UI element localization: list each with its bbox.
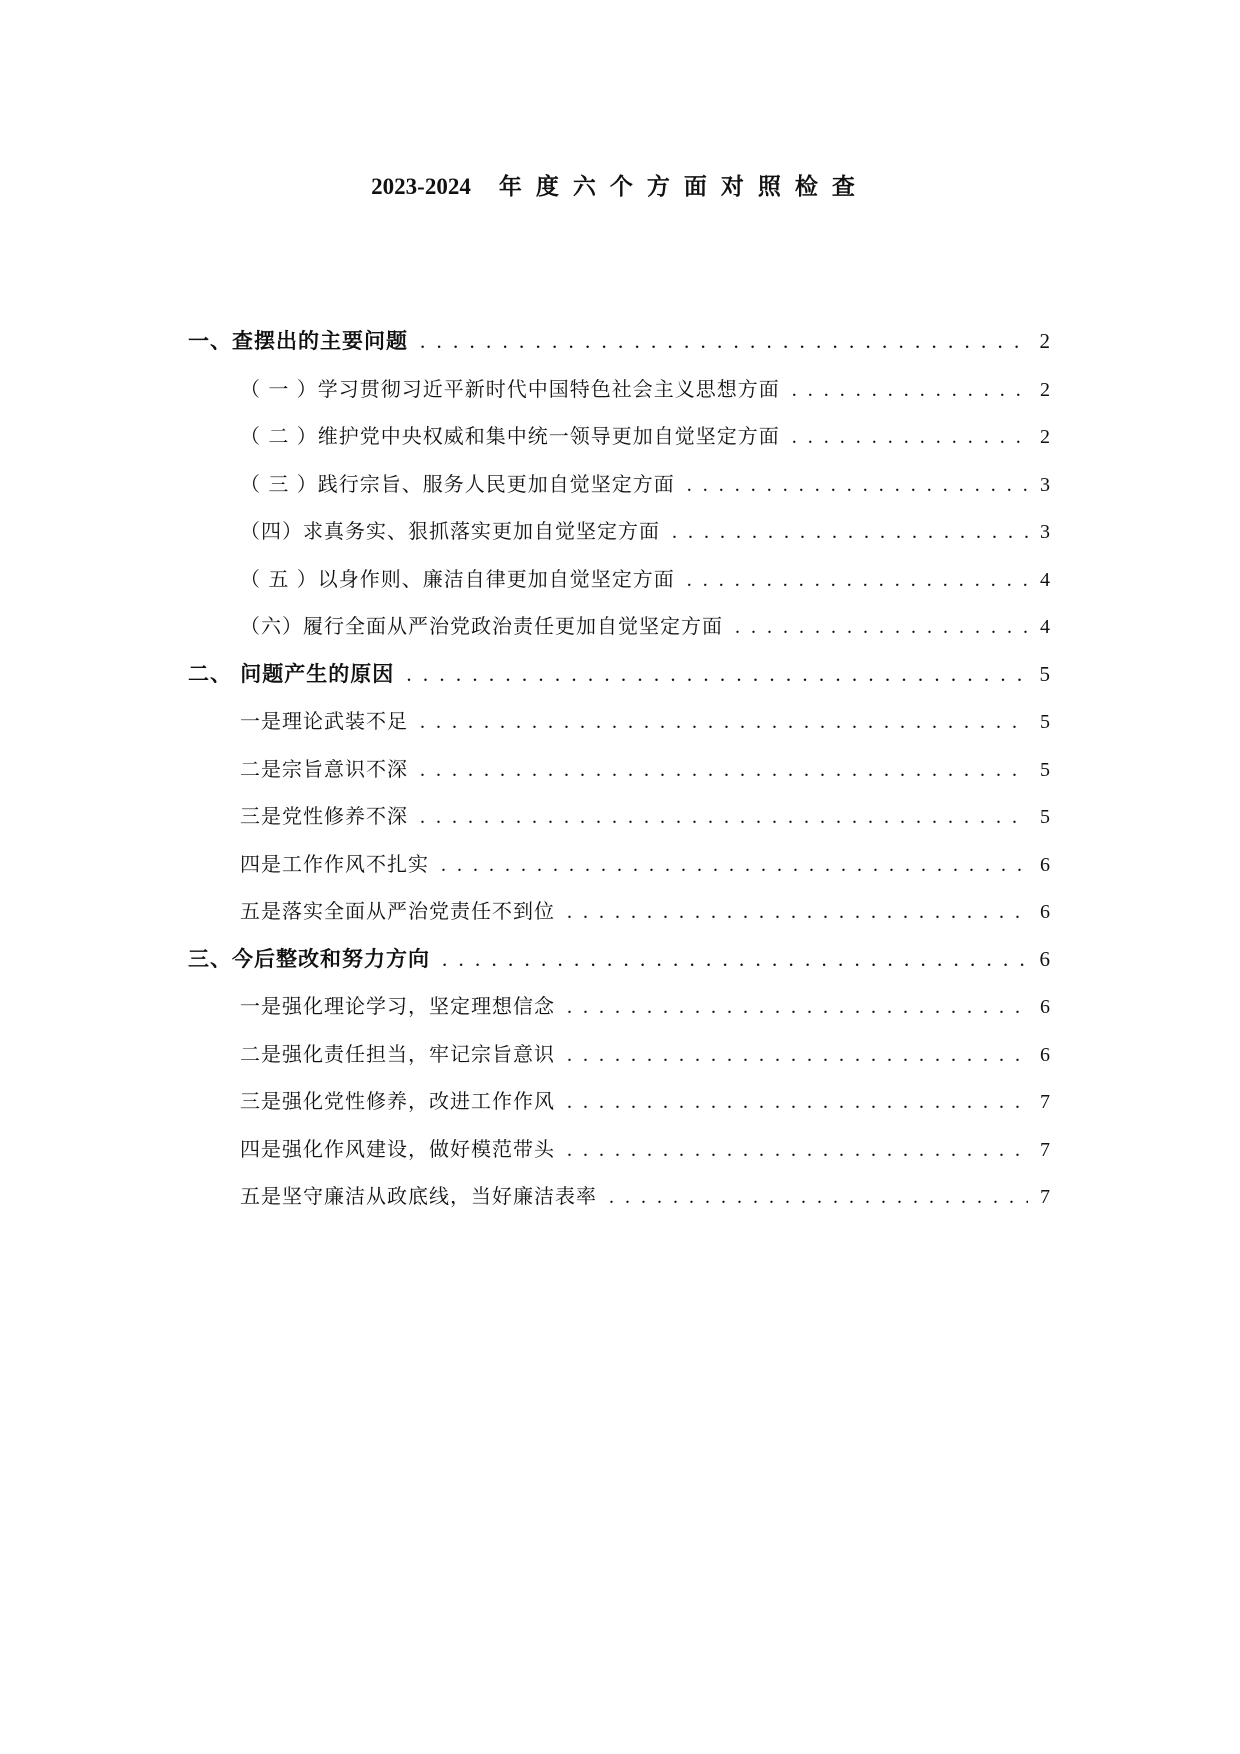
toc-entry-label: （六）履行全面从严治党政治责任更加自觉坚定方面	[240, 614, 723, 638]
toc-dot-leader	[792, 379, 1028, 402]
toc-page-number: 6	[1040, 853, 1050, 876]
toc-page-number: 6	[1040, 1043, 1050, 1066]
toc-subsection-entry[interactable]	[188, 420, 1050, 468]
toc-page-number: 4	[1040, 568, 1050, 591]
toc-dot-leader	[792, 426, 1028, 449]
toc-dot-leader	[420, 711, 1028, 734]
toc-dot-leader	[442, 947, 1028, 972]
toc-page-number: 7	[1040, 1138, 1050, 1161]
toc-page-number: 7	[1040, 1091, 1050, 1113]
toc-subsection-entry[interactable]	[188, 753, 1050, 801]
toc-dot-leader	[420, 806, 1028, 829]
toc-subsection-entry[interactable]	[188, 1085, 1050, 1133]
toc-entry-label: （四）求真务实、狠抓落实更加自觉坚定方面	[240, 519, 660, 543]
toc-entry-label: 五是落实全面从严治党责任不到位	[240, 899, 555, 923]
toc-entry-label: （ 三 ）践行宗旨、服务人民更加自觉坚定方面	[240, 471, 675, 496]
toc-section-entry[interactable]	[188, 943, 1050, 991]
toc-page-number: 3	[1040, 473, 1050, 496]
toc-entry-label: 二、 问题产生的原因	[188, 660, 395, 686]
toc-entry-label: 三是党性修养不深	[240, 804, 408, 828]
toc-dot-leader	[735, 616, 1028, 639]
toc-entry-label: 一、查摆出的主要问题	[188, 328, 408, 353]
toc-subsection-entry[interactable]	[188, 895, 1050, 943]
title-text: 年度六个方面对照检查	[498, 173, 869, 200]
toc-entry-label: 四是强化作风建设，做好模范带头	[240, 1136, 555, 1161]
toc-page-number: 3	[1040, 521, 1050, 543]
toc-page-number: 4	[1040, 616, 1050, 638]
toc-page-number: 5	[1040, 758, 1050, 781]
toc-page-number: 5	[1039, 661, 1050, 686]
toc-page-number: 2	[1039, 329, 1050, 353]
toc-subsection-entry[interactable]	[188, 515, 1050, 563]
toc-dot-leader	[567, 1139, 1028, 1162]
document-title	[0, 168, 1240, 201]
toc-subsection-entry[interactable]	[188, 1133, 1050, 1181]
toc-dot-leader	[567, 1044, 1028, 1067]
toc-subsection-entry[interactable]	[188, 610, 1050, 658]
toc-dot-leader	[441, 854, 1028, 877]
toc-dot-leader	[567, 1091, 1028, 1114]
toc-section-entry[interactable]	[188, 658, 1050, 706]
toc-subsection-entry[interactable]	[188, 373, 1050, 421]
toc-dot-leader	[672, 521, 1028, 544]
toc-dot-leader	[687, 569, 1028, 592]
toc-dot-leader	[420, 329, 1028, 354]
toc-page-number: 6	[1039, 946, 1050, 971]
toc-page-number: 2	[1040, 378, 1050, 401]
toc-page-number: 5	[1040, 806, 1050, 828]
toc-subsection-entry[interactable]	[188, 1180, 1050, 1228]
toc-entry-label: 三是强化党性修养，改进工作作风	[240, 1089, 555, 1113]
title-year: 2023-2024	[371, 174, 471, 199]
toc-dot-leader	[609, 1186, 1028, 1209]
table-of-contents	[188, 325, 1050, 1228]
toc-entry-label: （ 二 ）维护党中央权威和集中统一领导更加自觉坚定方面	[240, 424, 780, 448]
toc-subsection-entry[interactable]	[188, 563, 1050, 611]
toc-dot-leader	[567, 996, 1028, 1019]
toc-subsection-entry[interactable]	[188, 705, 1050, 753]
toc-entry-label: 二是宗旨意识不深	[240, 756, 408, 781]
toc-page-number: 7	[1040, 1186, 1050, 1208]
toc-subsection-entry[interactable]	[188, 800, 1050, 848]
toc-entry-label: 四是工作作风不扎实	[240, 851, 429, 876]
toc-entry-label: （ 五 ）以身作则、廉洁自律更加自觉坚定方面	[240, 566, 675, 591]
toc-entry-label: 一是强化理论学习，坚定理想信念	[240, 994, 555, 1018]
toc-entry-label: 一是理论武装不足	[240, 709, 408, 733]
toc-dot-leader	[420, 759, 1028, 782]
toc-page-number: 2	[1040, 426, 1050, 448]
toc-section-entry[interactable]	[188, 325, 1050, 373]
toc-entry-label: 二是强化责任担当，牢记宗旨意识	[240, 1041, 555, 1066]
toc-dot-leader	[687, 474, 1028, 497]
toc-subsection-entry[interactable]	[188, 848, 1050, 896]
toc-subsection-entry[interactable]	[188, 1038, 1050, 1086]
toc-dot-leader	[567, 901, 1028, 924]
toc-dot-leader	[406, 662, 1028, 687]
toc-page-number: 6	[1040, 901, 1050, 923]
toc-subsection-entry[interactable]	[188, 468, 1050, 516]
toc-page-number: 5	[1040, 711, 1050, 733]
toc-page-number: 6	[1040, 996, 1050, 1018]
toc-entry-label: 三、今后整改和努力方向	[188, 945, 430, 971]
toc-entry-label: （ 一 ）学习贯彻习近平新时代中国特色社会主义思想方面	[240, 376, 780, 401]
toc-subsection-entry[interactable]	[188, 990, 1050, 1038]
toc-entry-label: 五是坚守廉洁从政底线，当好廉洁表率	[240, 1184, 597, 1208]
